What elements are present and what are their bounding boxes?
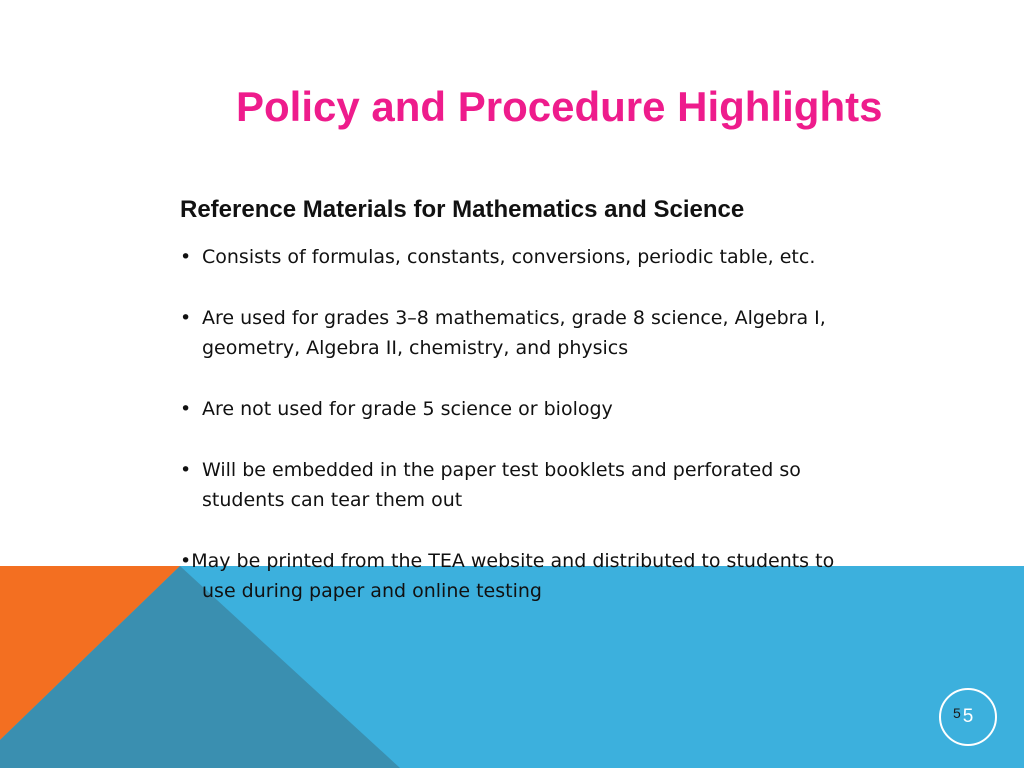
bullet-item [180, 303, 960, 363]
bullet-text-continued: use during paper and online testing [202, 580, 542, 602]
bullet-marker: • [180, 550, 192, 572]
bullet-item [180, 242, 960, 272]
bullet-text: Consists of formulas, constants, conversions, periodic table, etc. [202, 246, 816, 268]
bullet-text-continued: geometry, Algebra II, chemistry, and physics [202, 337, 629, 359]
slide-number-overlay: 5 [953, 705, 961, 721]
slide-title: Policy and Procedure Highlights [236, 83, 883, 130]
bullet-item [180, 455, 960, 515]
slide-number-badge [939, 688, 997, 746]
bullet-item [180, 394, 960, 424]
bullet-text: Are used for grades 3–8 mathematics, grade 8 science, Algebra I, [202, 307, 826, 329]
bullet-text: Will be embedded in the paper test booklets and perforated so [202, 459, 801, 481]
slide-number: 5 [962, 706, 974, 727]
section-heading: Reference Materials for Mathematics and Science [180, 196, 745, 223]
bullet-marker: • [180, 246, 192, 268]
bullet-text-continued: students can tear them out [202, 489, 463, 511]
bullet-marker: • [180, 398, 192, 420]
bullet-text: May be printed from the TEA website and distributed to students to [191, 550, 835, 572]
bullet-marker: • [180, 307, 192, 329]
bullet-text: Are not used for grade 5 science or biology [202, 398, 613, 420]
bullet-marker: • [180, 459, 192, 481]
slide-body [180, 192, 960, 606]
bullet-item [180, 546, 960, 606]
